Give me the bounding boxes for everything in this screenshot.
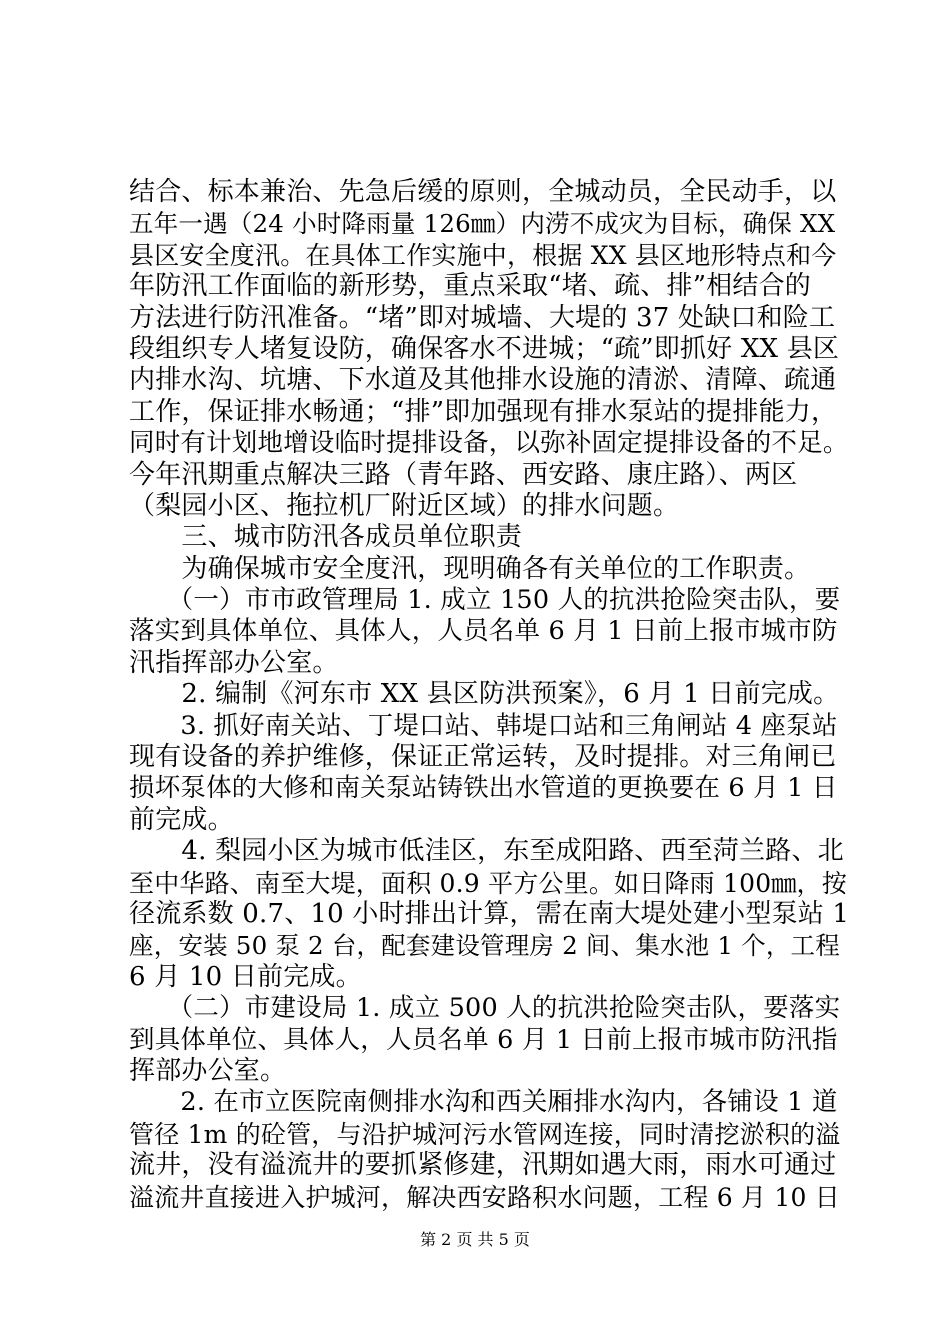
text-line: （二）市建设局 1. 成立 500 人的抗洪抢险突击队，要落实 [129, 993, 841, 1024]
page-footer: 第 2 页 共 5 页 [420, 1230, 530, 1249]
text-line: 五年一遇（24 小时降雨量 126㎜）内涝不成灾为目标，确保 XX [129, 209, 836, 239]
text-line: 结合、标本兼治、先急后缓的原则，全城动员，全民动手，以 [129, 177, 837, 207]
text-line: 工作，保证排水畅通；“排”即加强现有排水泵站的提排能力， [129, 396, 838, 427]
text-line: 管径 1m 的砼管，与沿护城河污水管网连接，同时清挖淤积的溢 [129, 1119, 841, 1149]
text-line: 县区安全度汛。在具体工作实施中，根据 XX 县区地形特点和今 [129, 240, 837, 270]
text-line: 今年汛期重点解决三路（青年路、西安路、康庄路）、两区 [129, 459, 798, 490]
text-line: 段组织专人堵复设防，确保客水不进城；“疏”即抓好 XX 县区 [129, 333, 840, 364]
text-line: （一）市市政管理局 1. 成立 150 人的抗洪抢险突击队，要 [129, 585, 841, 616]
text-line: 溢流井直接进入护城河，解决西安路积水问题，工程 6 月 10 日 [129, 1182, 840, 1212]
text-line: 内排水沟、坑塘、下水道及其他排水设施的清淤、清障、疏通 [129, 365, 837, 396]
document-body [129, 177, 849, 1213]
text-line: 方法进行防汛准备。“堵”即对城墙、大堤的 37 处缺口和险工 [129, 302, 836, 333]
text-line: 2. 编制《河东市 XX 县区防洪预案》，6 月 1 日前完成。 [129, 679, 840, 710]
text-line: 汛指挥部办公室。 [129, 647, 339, 678]
text-line: 损坏泵体的大修和南关泵站铸铁出水管道的更换要在 6 月 1 日 [129, 773, 838, 804]
text-line: 径流系数 0.7、10 小时排出计算，需在南大堤处建小型泵站 1 [129, 898, 850, 929]
text-line: 流井，没有溢流井的要抓紧修建，汛期如遇大雨，雨水可通过 [129, 1150, 837, 1181]
text-line: 三、城市防汛各成员单位职责 [129, 522, 523, 553]
text-line: 挥部办公室。 [129, 1055, 287, 1086]
text-line: 至中华路、南至大堤，面积 0.9 平方公里。如日降雨 100㎜，按 [129, 868, 847, 898]
text-line: 年防汛工作面临的新形势，重点采取“堵、疏、排”相结合的 [129, 271, 811, 302]
text-line: 前完成。 [129, 804, 234, 835]
text-line: 到具体单位、具体人，人员名单 6 月 1 日前上报市城市防汛指 [129, 1024, 838, 1055]
text-line: （梨园小区、拖拉机厂附近区域）的排水问题。 [129, 490, 680, 521]
text-line: 4. 梨园小区为城市低洼区，东至成阳路、西至菏兰路、北 [129, 836, 844, 867]
text-line: 2. 在市立医院南侧排水沟和西关厢排水沟内，各铺设 1 道 [129, 1087, 838, 1118]
text-line: 3. 抓好南关站、丁堤口站、韩堤口站和三角闸站 4 座泵站 [129, 710, 838, 741]
text-line: 同时有计划地增设临时提排设备，以弥补固定提排设备的不足。 [129, 428, 849, 459]
text-line: 座，安装 50 泵 2 台，配套建设管理房 2 间、集水池 1 个，工程 [129, 931, 840, 961]
text-line: 落实到具体单位、具体人，人员名单 6 月 1 日前上报市城市防 [129, 616, 838, 647]
text-line: 为确保城市安全度汛，现明确各有关单位的工作职责。 [129, 553, 811, 584]
text-line: 现有设备的养护维修，保证正常运转，及时提排。对三角闸已 [129, 742, 837, 773]
text-line: 6 月 10 日前完成。 [129, 961, 362, 992]
